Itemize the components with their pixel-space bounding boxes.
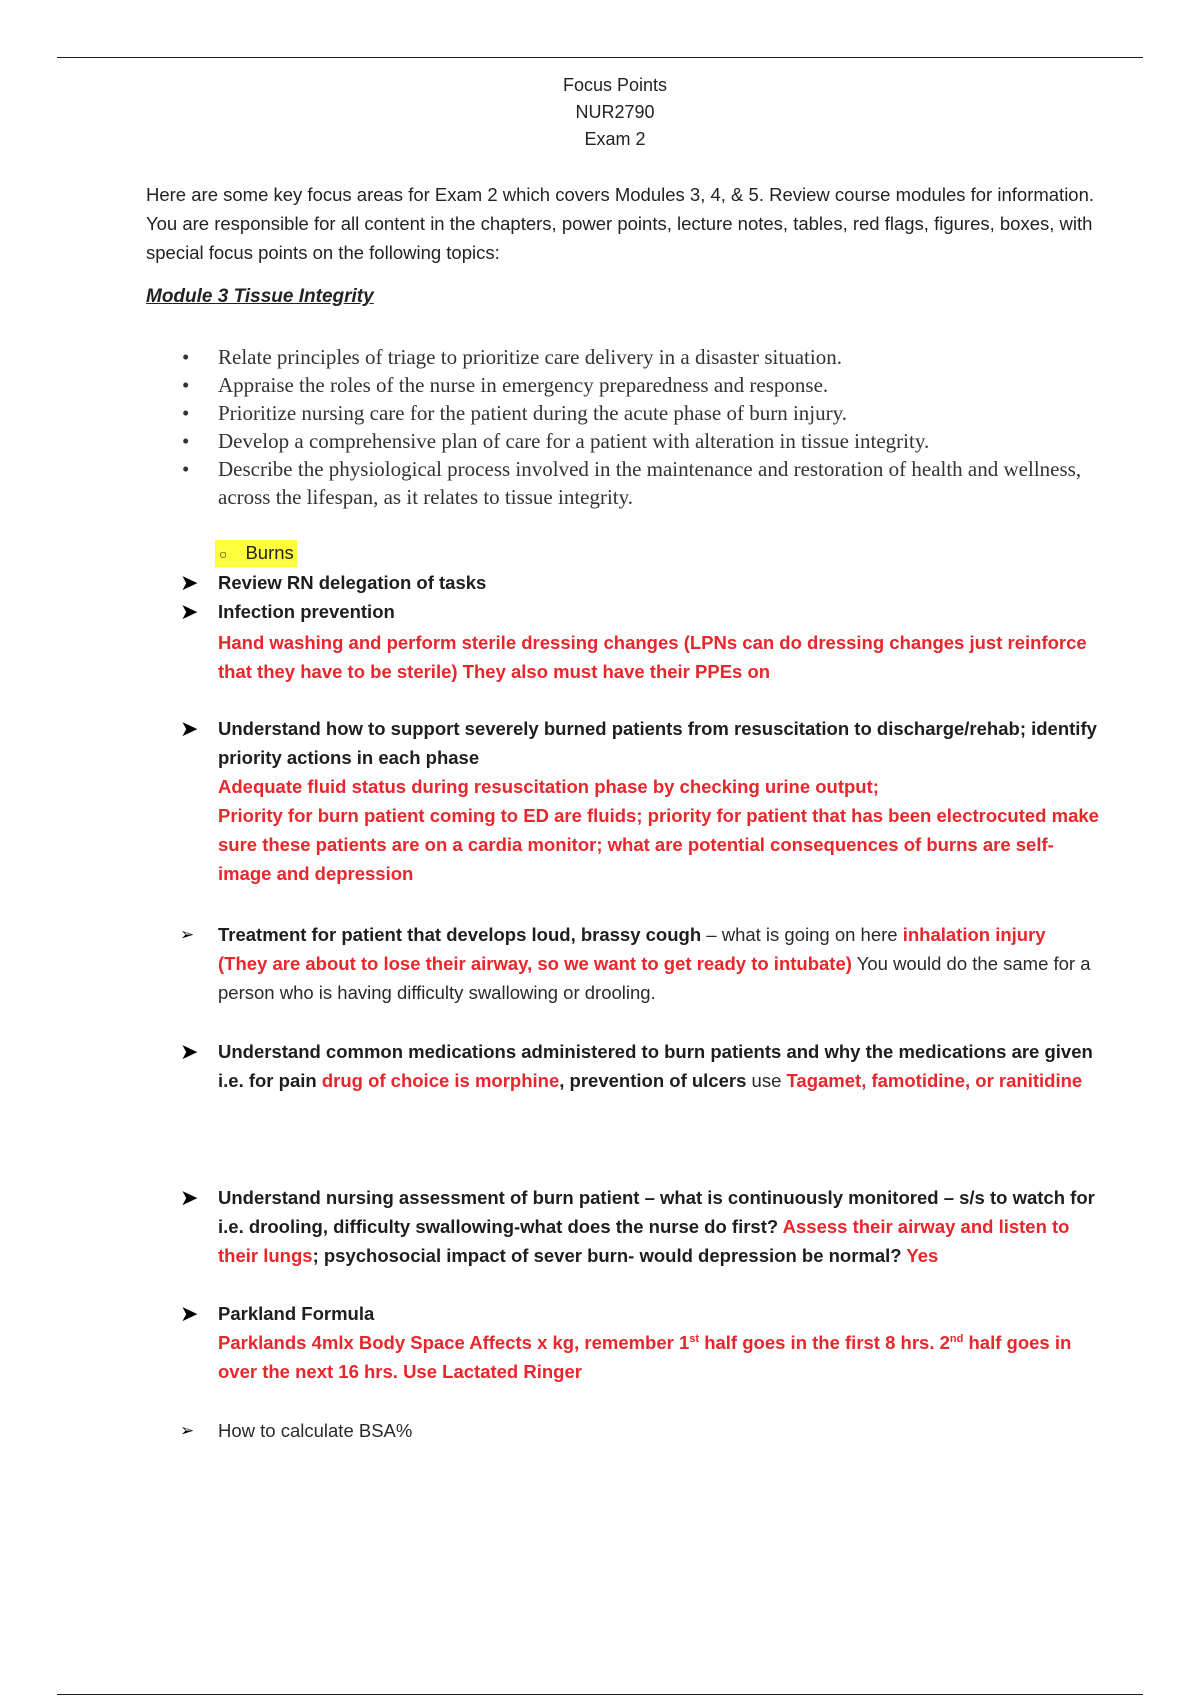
arrow-bullet-icon: ➢ xyxy=(180,1421,195,1440)
exam-label: Exam 2 xyxy=(584,129,646,149)
item-parkland: ➤ Parkland Formula Parklands 4mlx Body Space Affects x kg, remember 1st half goes in the first 8 hrs. 2nd half goes in over the next 16 hrs. Use Lactated Ringer xyxy=(180,1299,1100,1386)
bullet-icon: • xyxy=(182,345,190,369)
burns-highlight xyxy=(215,540,297,567)
bottom-rule xyxy=(57,1694,1143,1695)
item-support: ➤ Understand how to support severely burned patients from resuscitation to discharge/rehab; identify priority actions in each phase Adequate fluid status during resuscitation phase by checking urine output; Priority for burn patient coming to ED are fluids; priority for patient that has been electrocuted make sure these patients are on a cardia monitor; what are potential consequences of burns are self-image and depression xyxy=(180,714,1100,888)
arrow-bullet-icon: ➤ xyxy=(180,570,199,595)
support-note-1: Adequate fluid status during resuscitation phase by checking urine output; xyxy=(218,776,879,797)
parkland-note: Parklands 4mlx Body Space Affects x kg, remember 1st half goes in the first 8 hrs. 2nd half goes in over the next 16 hrs. Use Lactated Ringer xyxy=(218,1332,1072,1382)
list-item: • Develop a comprehensive plan of care for a patient with alteration in tissue integrity. xyxy=(182,429,930,453)
list-item: • Appraise the roles of the nurse in emergency preparedness and response. xyxy=(182,373,829,397)
list-item: • Relate principles of triage to prioritize care delivery in a disaster situation. xyxy=(182,345,842,369)
burns-label: Burns xyxy=(245,542,294,563)
bullet-icon: • xyxy=(182,457,190,481)
arrow-bullet-icon: ➤ xyxy=(180,1039,199,1064)
circle-bullet-icon: ○ xyxy=(219,546,228,562)
item-medications: ➤ Understand common medications administered to burn patients and why the medications are given i.e. for pain drug of choice is morphine, prevention of ulcers use Tagamet, famotidine, or ranitidine xyxy=(180,1039,1093,1091)
arrow-bullet-icon: ➢ xyxy=(180,925,195,944)
item-delegation: ➤ Review RN delegation of tasks xyxy=(180,570,487,595)
arrow-bullet-icon: ➤ xyxy=(180,1301,199,1326)
item-bsa: ➢ How to calculate BSA% xyxy=(180,1416,1100,1445)
page-header xyxy=(0,72,1200,153)
bullet-icon: • xyxy=(182,429,190,453)
top-rule xyxy=(57,57,1143,58)
arrow-bullet-icon: ➤ xyxy=(180,1185,199,1210)
item-infection: ➤ Infection prevention Hand washing and perform sterile dressing changes (LPNs can do dressing changes just reinforce that they have to be sterile) They also must have their PPEs on xyxy=(180,597,1100,686)
item-assessment: ➤ Understand nursing assessment of burn patient – what is continuously monitored – s/s to watch for i.e. drooling, difficulty swallowing-what does the nurse do first? Assess their airway and listen to their lungs; psychosocial impact of sever burn- would depression be normal? Yes xyxy=(180,1185,1095,1266)
intro-paragraph: Here are some key focus areas for Exam 2 which covers Modules 3, 4, & 5. Review course modules for information. You are responsible for all content in the chapters, power points, lecture notes, tables, red flags, figures, boxes, with special focus points on the following topics: xyxy=(146,184,1095,263)
course-code: NUR2790 xyxy=(575,102,655,122)
objectives-list xyxy=(178,343,1098,511)
list-item: • Prioritize nursing care for the patient during the acute phase of burn injury. xyxy=(182,401,848,425)
page-title: Focus Points xyxy=(562,75,668,95)
module-heading: Module 3 Tissue Integrity xyxy=(146,286,374,307)
item-cough: ➢ Treatment for patient that develops loud, brassy cough – what is going on here inhalation injury (They are about to lose their airway, so we want to get ready to intubate) You would do the same for a person who is having difficulty swallowing or drooling. xyxy=(180,920,1100,1007)
bullet-icon: • xyxy=(182,373,190,397)
support-note-2: Priority for burn patient coming to ED are fluids; priority for patient that has been electrocuted make sure these patients are on a cardia monitor; what are potential consequences of burns are self-image and depression xyxy=(218,805,1099,884)
list-item: • Describe the physiological process involved in the maintenance and restoration of health and wellness, across the lifespan, as it relates to tissue integrity. xyxy=(182,457,1082,509)
arrow-bullet-icon: ➤ xyxy=(180,599,199,624)
infection-note: Hand washing and perform sterile dressing changes (LPNs can do dressing changes just reinforce that they have to be sterile) They also must have their PPEs on xyxy=(218,632,1087,682)
bullet-icon: • xyxy=(182,401,190,425)
arrow-bullet-icon: ➤ xyxy=(180,716,199,741)
